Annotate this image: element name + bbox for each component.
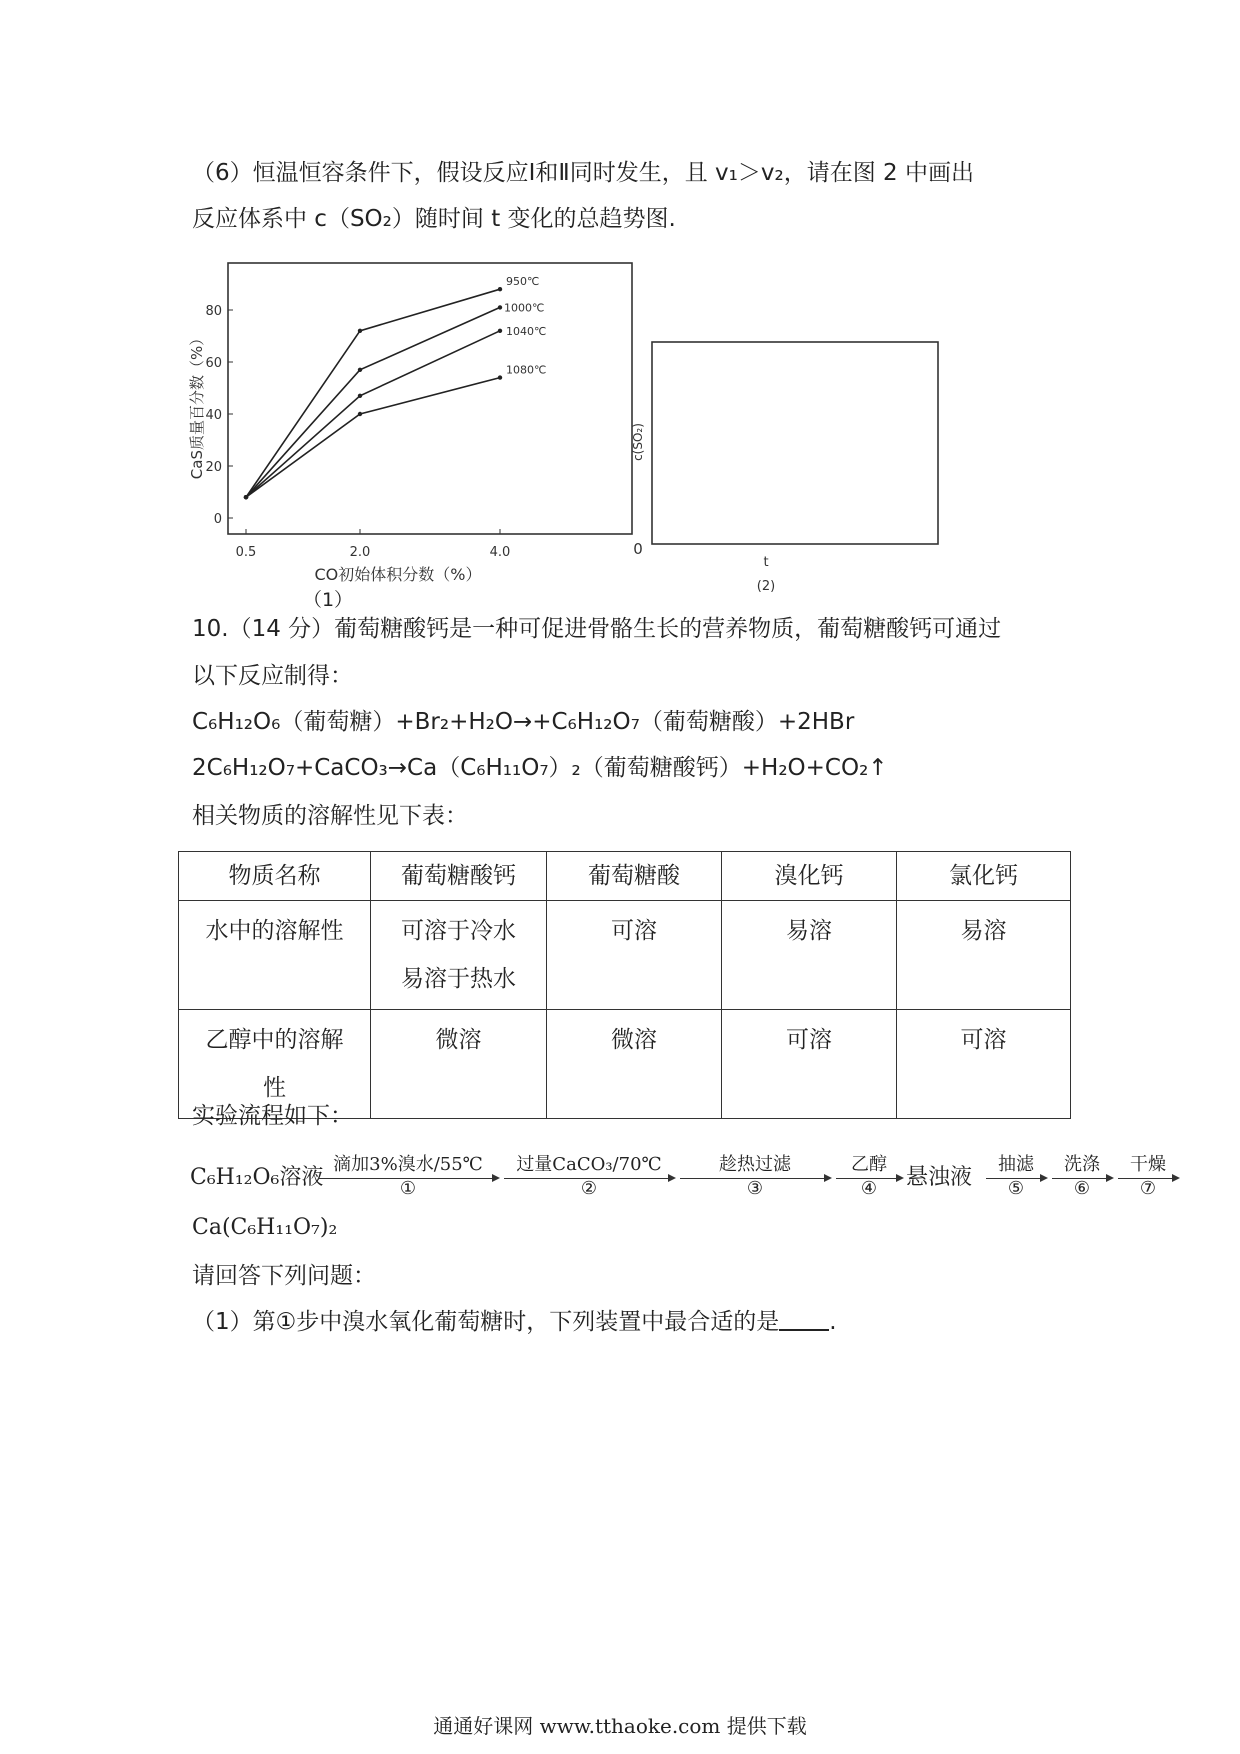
flow-intro: 实验流程如下：	[192, 1103, 353, 1129]
solubility-table	[178, 851, 1071, 1119]
flow-step-1	[318, 1154, 498, 1199]
arrow-icon	[680, 1178, 830, 1179]
sub-question-1-text: （1）第①步中溴水氧化葡萄糖时，下列装置中最合适的是	[192, 1309, 780, 1335]
arrow-icon	[1118, 1178, 1178, 1179]
flow-step-number: ②	[580, 1178, 598, 1199]
data-point	[244, 495, 248, 499]
chart1-y-ticks	[205, 304, 233, 527]
chart-figure-2	[620, 330, 950, 600]
data-point	[358, 412, 362, 416]
chart1-frame	[228, 263, 632, 534]
table-cell: 可溶	[722, 1010, 897, 1119]
chart1-caption: （1）	[302, 589, 354, 610]
table-cell: 水中的溶解性	[179, 901, 371, 1010]
q6-line-1: （6）恒温恒容条件下，假设反应Ⅰ和Ⅱ同时发生，且 v₁＞v₂，请在图 2 中画出	[192, 160, 974, 186]
table-header-row	[179, 852, 1071, 901]
questions-intro: 请回答下列问题：	[192, 1263, 376, 1289]
series-label: 1080℃	[506, 363, 547, 377]
table-row	[179, 901, 1071, 1010]
answer-blank[interactable]	[779, 1309, 829, 1331]
flow-step-condition: 抽滤	[998, 1154, 1034, 1175]
flow-step-4	[836, 1154, 902, 1199]
table-header-cell: 物质名称	[179, 852, 371, 901]
x-tick-label: 0.5	[235, 545, 257, 560]
flow-step-condition: 滴加3%溴水/55℃	[333, 1154, 483, 1175]
table-cell-line: 易溶于热水	[401, 966, 516, 992]
chart2-caption: (2)	[756, 579, 776, 594]
table-header-cell: 溴化钙	[722, 852, 897, 901]
flow-step-3	[680, 1154, 830, 1199]
y-tick-label: 0	[213, 512, 222, 527]
table-cell-line: 乙醇中的溶解	[205, 1027, 344, 1053]
arrow-icon	[1052, 1178, 1112, 1179]
x-tick-label: 2.0	[349, 545, 371, 560]
arrow-icon	[836, 1178, 902, 1179]
data-point	[358, 329, 362, 333]
flow-step-number: ⑦	[1139, 1178, 1157, 1199]
flow-step-condition: 洗涤	[1064, 1154, 1100, 1175]
chart1-y-axis-label: CaS质量百分数（%）	[188, 330, 206, 480]
q10-line-2: 以下反应制得：	[192, 663, 353, 689]
flow-step-2	[504, 1154, 674, 1199]
flow-end-product: Ca(C₆H₁₁O₇)₂	[192, 1215, 338, 1240]
flow-step-condition: 乙醇	[851, 1154, 887, 1175]
series-label: 950℃	[506, 275, 540, 289]
flow-step-condition: 过量CaCO₃/70℃	[516, 1154, 662, 1175]
flow-step-number: ⑥	[1073, 1178, 1091, 1199]
table-header-cell: 葡萄糖酸	[547, 852, 722, 901]
series-label: 1040℃	[506, 324, 547, 338]
q10-line-1: 10.（14 分）葡萄糖酸钙是一种可促进骨骼生长的营养物质，葡萄糖酸钙可通过	[192, 616, 1002, 642]
arrow-icon	[986, 1178, 1046, 1179]
table-cell: 易溶	[897, 901, 1071, 1010]
y-tick-label: 40	[205, 408, 222, 423]
flow-start: C₆H₁₂O₆溶液	[190, 1165, 324, 1190]
table-cell: 易溶	[722, 901, 897, 1010]
equation-2: 2C₆H₁₂O₇+CaCO₃→Ca（C₆H₁₁O₇）₂（葡萄糖酸钙）+H₂O+CO₂↑	[192, 755, 888, 781]
flow-step-number: ④	[860, 1178, 878, 1199]
flow-step-condition: 干燥	[1130, 1154, 1166, 1175]
table-cell: 可溶	[547, 901, 722, 1010]
page-footer: 通通好课网 www.tthaoke.com 提供下载	[433, 1714, 807, 1738]
flow-step-number: ⑤	[1007, 1178, 1025, 1199]
table-cell: 微溶	[371, 1010, 547, 1119]
series-line	[246, 289, 500, 497]
data-point	[358, 368, 362, 372]
data-point	[498, 305, 502, 309]
data-point	[358, 394, 362, 398]
chart2-origin-label: 0	[633, 540, 643, 558]
flow-step-condition: 趁热过滤	[719, 1154, 791, 1175]
table-cell-line: 性	[263, 1075, 286, 1101]
flow-step-number: ③	[746, 1178, 764, 1199]
flow-step-7	[1118, 1154, 1178, 1199]
chart-figure-1	[180, 250, 640, 610]
sub-question-1	[192, 1306, 837, 1338]
series-label: 1000℃	[504, 301, 545, 315]
table-cell: 微溶	[547, 1010, 722, 1119]
y-tick-label: 60	[205, 356, 222, 371]
chart1-x-axis-label: CO初始体积分数（%）	[314, 565, 482, 584]
data-point	[498, 329, 502, 333]
table-header-cell: 氯化钙	[897, 852, 1071, 901]
flow-middle-product: 悬浊液	[906, 1165, 973, 1190]
y-tick-label: 80	[205, 304, 222, 319]
series-line	[246, 378, 500, 498]
chart1-series	[244, 275, 547, 499]
arrow-icon	[504, 1178, 674, 1179]
flow-step-number: ①	[399, 1178, 417, 1199]
table-intro: 相关物质的溶解性见下表：	[192, 803, 468, 829]
chart2-x-axis-label: t	[763, 555, 769, 570]
y-tick-label: 20	[205, 460, 222, 475]
data-point	[498, 287, 502, 291]
table-header-cell: 葡萄糖酸钙	[371, 852, 547, 901]
x-tick-label: 4.0	[489, 545, 511, 560]
table-cell: 可溶	[897, 1010, 1071, 1119]
chart2-y-axis-label: c(SO₂)	[631, 423, 645, 461]
equation-1: C₆H₁₂O₆（葡萄糖）+Br₂+H₂O→+C₆H₁₂O₇（葡萄糖酸）+2HBr	[192, 709, 855, 735]
arrow-icon	[318, 1178, 498, 1179]
table-cell-line: 可溶于冷水	[401, 918, 516, 944]
flow-step-5	[986, 1154, 1046, 1199]
data-point	[498, 375, 502, 379]
chart2-frame	[652, 342, 938, 544]
table-cell	[371, 901, 547, 1010]
q6-line-2: 反应体系中 c（SO₂）随时间 t 变化的总趋势图.	[192, 206, 676, 232]
series-line	[246, 331, 500, 497]
sub-question-1-end: .	[829, 1309, 837, 1335]
flow-step-6	[1052, 1154, 1112, 1199]
